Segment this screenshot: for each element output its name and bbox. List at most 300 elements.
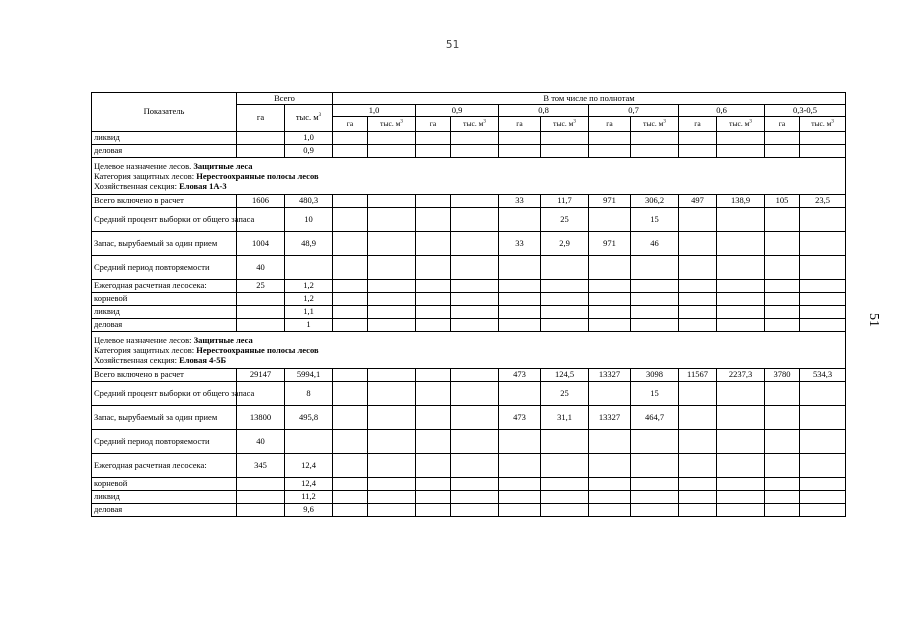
cell: [800, 256, 846, 280]
cell: [679, 256, 717, 280]
page-number-top: 51: [445, 38, 460, 51]
header-unit-volume: тыс. $м^3$: [368, 117, 416, 132]
header-unit-volume: тыс. $м^3$: [800, 117, 846, 132]
section-name: Хозяйственная секция: Еловая 4-5Б: [94, 355, 227, 366]
table-row: [92, 491, 846, 504]
row-label: ликвид: [92, 132, 237, 145]
cell: [589, 306, 631, 319]
header-density-4: 0,6: [679, 105, 765, 117]
cell: 1,1: [285, 306, 333, 319]
header-total: Всего: [237, 93, 333, 105]
cell: [631, 280, 679, 293]
cell: [800, 504, 846, 517]
row-label: Средний процент выборки от общего запаса: [92, 382, 237, 406]
cell: [765, 319, 800, 332]
cell: [451, 195, 499, 208]
cell: [499, 454, 541, 478]
cell: [589, 319, 631, 332]
cell: 3780: [765, 369, 800, 382]
table-row: [92, 319, 846, 332]
row-label: деловая: [92, 319, 237, 332]
cell: [717, 293, 765, 306]
cell: [499, 504, 541, 517]
header-density-1: 0,9: [416, 105, 499, 117]
cell: [416, 232, 451, 256]
cell: [679, 406, 717, 430]
page-number-side: 51: [866, 313, 881, 327]
cell: [679, 319, 717, 332]
cell: [237, 132, 285, 145]
cell: [541, 454, 589, 478]
table-row: [92, 145, 846, 158]
cell: [765, 454, 800, 478]
cell: [541, 491, 589, 504]
cell: 534,3: [800, 369, 846, 382]
cell: [631, 145, 679, 158]
section-header: [92, 332, 846, 369]
header-unit-ha: га: [333, 117, 368, 132]
cell: [451, 491, 499, 504]
cell: [368, 319, 416, 332]
header-density-2: 0,8: [499, 105, 589, 117]
cell: [368, 504, 416, 517]
cell: [416, 478, 451, 491]
cell: [765, 491, 800, 504]
cell: [499, 280, 541, 293]
cell: [451, 504, 499, 517]
cell: [451, 319, 499, 332]
cell: [416, 208, 451, 232]
cell: 13327: [589, 369, 631, 382]
table-row: [92, 208, 846, 232]
cell: [589, 208, 631, 232]
cell: 29147: [237, 369, 285, 382]
cell: 25: [541, 208, 589, 232]
table-body: [92, 132, 846, 517]
cell: [679, 504, 717, 517]
header-unit-ha: га: [589, 117, 631, 132]
row-label: Средний период повторяемости: [92, 256, 237, 280]
cell: 40: [237, 430, 285, 454]
header-unit-volume: тыс. $м^3$: [631, 117, 679, 132]
cell: [800, 430, 846, 454]
cell: 15: [631, 208, 679, 232]
cell: [589, 145, 631, 158]
cell: [499, 478, 541, 491]
cell: [451, 280, 499, 293]
cell: [800, 478, 846, 491]
table-row: [92, 406, 846, 430]
cell: [237, 293, 285, 306]
cell: [679, 491, 717, 504]
cell: [333, 382, 368, 406]
cell: [679, 293, 717, 306]
cell: 971: [589, 195, 631, 208]
table-row: [92, 195, 846, 208]
cell: [285, 256, 333, 280]
cell: [765, 306, 800, 319]
cell: [589, 293, 631, 306]
cell: [765, 145, 800, 158]
cell: [333, 293, 368, 306]
cell: [589, 454, 631, 478]
row-label: ликвид: [92, 306, 237, 319]
table-header: [92, 93, 846, 132]
cell: [333, 280, 368, 293]
cell: [333, 454, 368, 478]
cell: [333, 232, 368, 256]
cell: [679, 478, 717, 491]
cell: [333, 504, 368, 517]
cell: 12,4: [285, 478, 333, 491]
cell: 306,2: [631, 195, 679, 208]
forest-table: [91, 92, 846, 517]
cell: 473: [499, 369, 541, 382]
cell: [368, 491, 416, 504]
row-label: Запас, вырубаемый за один прием: [92, 406, 237, 430]
cell: [679, 306, 717, 319]
cell: [237, 491, 285, 504]
cell: [451, 369, 499, 382]
table-row: [92, 232, 846, 256]
cell: [499, 145, 541, 158]
cell: [589, 132, 631, 145]
cell: 33: [499, 232, 541, 256]
table-row: [92, 132, 846, 145]
cell: [765, 208, 800, 232]
cell: [765, 478, 800, 491]
cell: 971: [589, 232, 631, 256]
cell: [368, 208, 416, 232]
cell: [541, 430, 589, 454]
cell: 1,0: [285, 132, 333, 145]
cell: [499, 293, 541, 306]
table-row: [92, 478, 846, 491]
cell: 13800: [237, 406, 285, 430]
cell: [451, 406, 499, 430]
cell: 11,7: [541, 195, 589, 208]
cell: [765, 504, 800, 517]
cell: [541, 145, 589, 158]
cell: [416, 430, 451, 454]
cell: [717, 208, 765, 232]
cell: 105: [765, 195, 800, 208]
cell: [717, 382, 765, 406]
cell: [717, 256, 765, 280]
cell: 15: [631, 382, 679, 406]
cell: 2237,3: [717, 369, 765, 382]
cell: [679, 454, 717, 478]
cell: [589, 478, 631, 491]
row-label: Всего включено в расчет: [92, 195, 237, 208]
table-row: [92, 369, 846, 382]
row-label: деловая: [92, 145, 237, 158]
row-label: Ежегодная расчетная лесосека:: [92, 280, 237, 293]
cell: 1,2: [285, 293, 333, 306]
cell: [765, 280, 800, 293]
cell: [416, 280, 451, 293]
cell: [631, 504, 679, 517]
cell: [589, 256, 631, 280]
cell: [237, 478, 285, 491]
cell: [368, 280, 416, 293]
cell: 11,2: [285, 491, 333, 504]
header-unit-volume: тыс. $м^3$: [717, 117, 765, 132]
cell: [368, 256, 416, 280]
cell: [679, 232, 717, 256]
cell: [631, 293, 679, 306]
cell: [717, 454, 765, 478]
table-row: [92, 454, 846, 478]
header-total-ha: га: [237, 105, 285, 132]
cell: [368, 430, 416, 454]
row-label: корневой: [92, 293, 237, 306]
cell: [368, 478, 416, 491]
cell: [499, 319, 541, 332]
cell: [717, 406, 765, 430]
row-label: Всего включено в расчет: [92, 369, 237, 382]
cell: [717, 232, 765, 256]
cell: [416, 504, 451, 517]
cell: 1606: [237, 195, 285, 208]
cell: [800, 406, 846, 430]
section-category: Категория защитных лесов: Нерестоохранные полосы лесов: [94, 344, 319, 355]
cell: [631, 319, 679, 332]
cell: [333, 369, 368, 382]
cell: [368, 293, 416, 306]
table-row: [92, 280, 846, 293]
cell: [451, 306, 499, 319]
cell: [589, 382, 631, 406]
cell: [765, 430, 800, 454]
cell: 25: [237, 280, 285, 293]
cell: [499, 132, 541, 145]
cell: [451, 256, 499, 280]
cell: [717, 504, 765, 517]
row-label: деловая: [92, 504, 237, 517]
cell: [416, 406, 451, 430]
cell: [368, 306, 416, 319]
cell: 10: [285, 208, 333, 232]
cell: 464,7: [631, 406, 679, 430]
header-by-density: В том числе по полнотам: [333, 93, 846, 105]
cell: [499, 491, 541, 504]
cell: [717, 132, 765, 145]
cell: [541, 306, 589, 319]
cell: 33: [499, 195, 541, 208]
section-purpose: Целевое назначение лесов: Защитные леса: [94, 334, 253, 345]
cell: [285, 430, 333, 454]
cell: [333, 478, 368, 491]
row-label: Средний период повторяемости: [92, 430, 237, 454]
cell: [589, 504, 631, 517]
cell: 480,3: [285, 195, 333, 208]
cell: 23,5: [800, 195, 846, 208]
cell: [631, 306, 679, 319]
cell: [499, 306, 541, 319]
cell: [451, 382, 499, 406]
cell: [541, 504, 589, 517]
cell: 25: [541, 382, 589, 406]
cell: [451, 478, 499, 491]
cell: [368, 382, 416, 406]
cell: [416, 454, 451, 478]
cell: [717, 430, 765, 454]
cell: [333, 491, 368, 504]
cell: 0,9: [285, 145, 333, 158]
table-row: [92, 306, 846, 319]
cell: [368, 369, 416, 382]
cell: 12,4: [285, 454, 333, 478]
cell: [541, 132, 589, 145]
cell: [368, 145, 416, 158]
cell: [800, 382, 846, 406]
cell: [631, 454, 679, 478]
cell: [333, 256, 368, 280]
cell: [451, 208, 499, 232]
cell: [800, 306, 846, 319]
row-label: Ежегодная расчетная лесосека:: [92, 454, 237, 478]
cell: 48,9: [285, 232, 333, 256]
cell: [368, 232, 416, 256]
cell: [717, 306, 765, 319]
cell: [800, 491, 846, 504]
cell: 3098: [631, 369, 679, 382]
cell: [416, 369, 451, 382]
cell: [679, 145, 717, 158]
cell: [333, 132, 368, 145]
cell: [800, 280, 846, 293]
cell: [541, 293, 589, 306]
cell: [631, 132, 679, 145]
cell: [589, 430, 631, 454]
cell: 13327: [589, 406, 631, 430]
header-indicator: Показатель: [92, 93, 237, 132]
cell: [800, 319, 846, 332]
cell: [451, 132, 499, 145]
cell: [368, 195, 416, 208]
header-unit-ha: га: [765, 117, 800, 132]
cell: 46: [631, 232, 679, 256]
cell: [333, 406, 368, 430]
cell: [451, 145, 499, 158]
cell: [416, 256, 451, 280]
cell: [416, 293, 451, 306]
cell: 40: [237, 256, 285, 280]
cell: [416, 132, 451, 145]
cell: 11567: [679, 369, 717, 382]
cell: [237, 319, 285, 332]
cell: [800, 208, 846, 232]
cell: [717, 491, 765, 504]
cell: [368, 454, 416, 478]
cell: [541, 280, 589, 293]
cell: [765, 256, 800, 280]
cell: 5994,1: [285, 369, 333, 382]
cell: [237, 145, 285, 158]
cell: [416, 195, 451, 208]
header-density-5: 0,3-0,5: [765, 105, 846, 117]
cell: [333, 145, 368, 158]
cell: [717, 319, 765, 332]
cell: [541, 478, 589, 491]
cell: 138,9: [717, 195, 765, 208]
cell: [333, 195, 368, 208]
cell: [416, 145, 451, 158]
cell: [541, 256, 589, 280]
cell: [499, 430, 541, 454]
cell: [416, 491, 451, 504]
section-header: [92, 158, 846, 195]
row-label: Запас, вырубаемый за один прием: [92, 232, 237, 256]
cell: [800, 232, 846, 256]
cell: [499, 256, 541, 280]
cell: [679, 208, 717, 232]
cell: [631, 256, 679, 280]
cell: [717, 280, 765, 293]
cell: [451, 454, 499, 478]
cell: [451, 293, 499, 306]
cell: [679, 280, 717, 293]
cell: [800, 454, 846, 478]
cell: [333, 208, 368, 232]
cell: [237, 306, 285, 319]
cell: [589, 280, 631, 293]
header-density-3: 0,7: [589, 105, 679, 117]
cell: 497: [679, 195, 717, 208]
cell: [333, 319, 368, 332]
cell: 2,9: [541, 232, 589, 256]
cell: [800, 132, 846, 145]
cell: [451, 430, 499, 454]
cell: [765, 293, 800, 306]
cell: [499, 382, 541, 406]
header-unit-ha: га: [499, 117, 541, 132]
table-row: [92, 256, 846, 280]
row-label: ликвид: [92, 491, 237, 504]
row-label: Средний процент выборки от общего запаса: [92, 208, 237, 232]
cell: [679, 382, 717, 406]
cell: [631, 430, 679, 454]
table-row: [92, 293, 846, 306]
cell: [541, 319, 589, 332]
cell: [800, 293, 846, 306]
cell: [765, 406, 800, 430]
cell: [800, 145, 846, 158]
header-unit-volume: тыс. $м^3$: [541, 117, 589, 132]
header-density-0: 1,0: [333, 105, 416, 117]
header-unit-volume: тыс. $м^3$: [451, 117, 499, 132]
cell: [765, 232, 800, 256]
cell: [333, 430, 368, 454]
cell: [368, 132, 416, 145]
cell: 31,1: [541, 406, 589, 430]
cell: [765, 132, 800, 145]
row-label: корневой: [92, 478, 237, 491]
cell: 9,6: [285, 504, 333, 517]
cell: [416, 306, 451, 319]
cell: 1004: [237, 232, 285, 256]
cell: 124,5: [541, 369, 589, 382]
cell: [451, 232, 499, 256]
section-category: Категория защитных лесов: Нерестоохранные полосы лесов: [94, 170, 319, 181]
cell: [416, 382, 451, 406]
header-total-volume: тыс. $м^3$: [285, 105, 333, 132]
cell: [416, 319, 451, 332]
section-info: [92, 332, 846, 369]
cell: [765, 382, 800, 406]
cell: 473: [499, 406, 541, 430]
